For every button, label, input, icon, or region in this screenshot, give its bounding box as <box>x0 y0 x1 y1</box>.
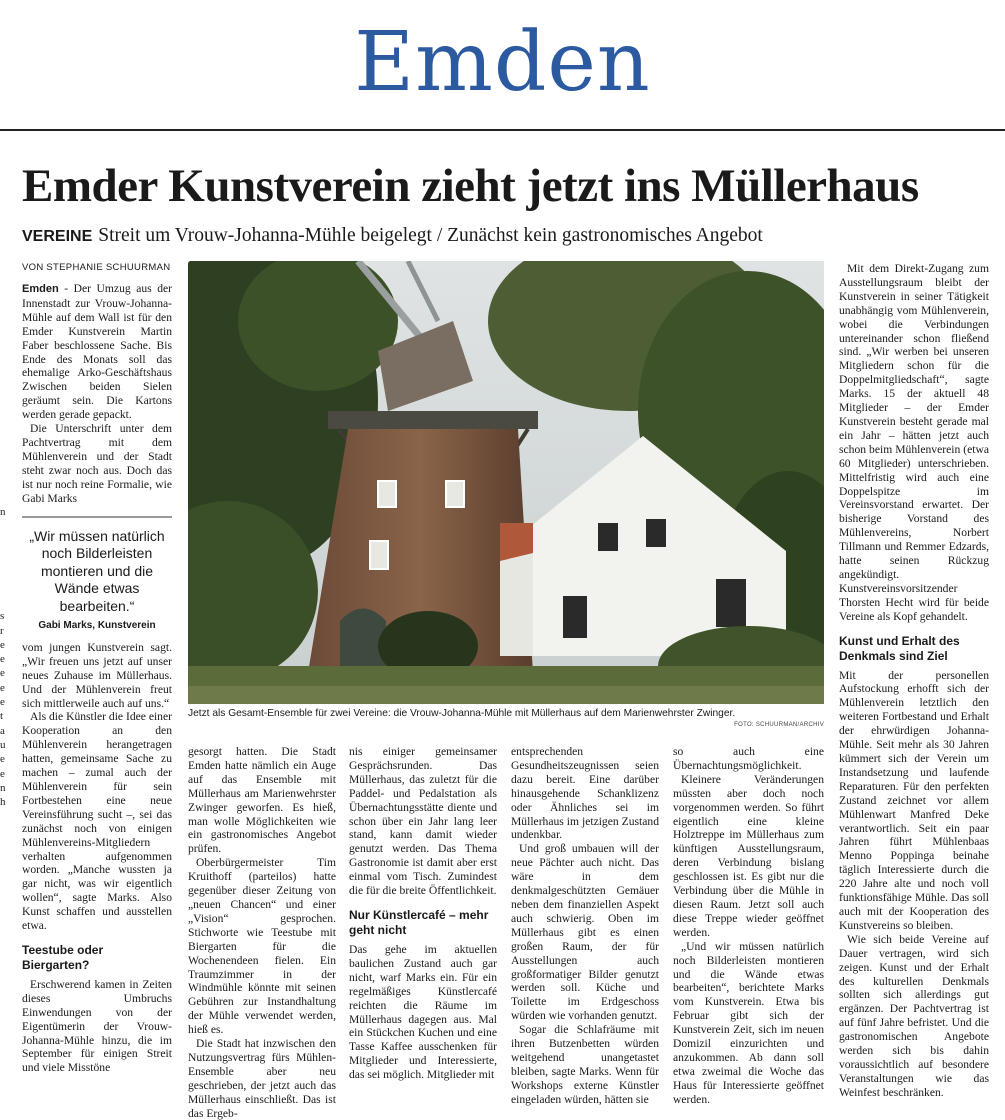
paragraph: Als die Künstler die Idee einer Kooperation an den Mühlenverein herangetragen hatten, gemeinsame Sache zu machen – zumal auch der Mühlenverein für sein Fortbestehen eine neue Vereinsführung sucht –, sei das zunächst noch von einigen Mühlenvereins-Mitgliedern verhalten aufgenommen worden. „Manche wussten ja gar nicht, was wir eigentlich wollen“, sagte Marks. Also Kunst schaffen und ausstellen etwa. <box>22 710 172 933</box>
windmill-photo <box>188 261 824 704</box>
masthead <box>0 0 1005 128</box>
paragraph: Das gehe im aktuellen baulichen Zustand auch gar nicht, warf Marks ein. Für ein regelmäßiges Künstlercafé reichten die Räume im Müllerhaus dagegen aus. Mal ein Stückchen Kuchen und eine Tasse Kaffee ausschenken für Mitglieder und Interessierte, das sei möglich. Mitglieder mit <box>349 942 497 1082</box>
paragraph: entsprechenden Gesundheitszeugnissen seien dazu bereit. Eine darüber hinausgehende Schanklizenz oder Ähnliches sei im Müllerhaus im jetzigen Zustand undenkbar. <box>511 745 659 842</box>
pull-quote-text: „Wir müssen natürlich noch Bilderleisten montieren und die Wände etwas bearbeiten.“ <box>29 527 165 614</box>
subline-tag: VEREINE <box>22 228 93 245</box>
paragraph: Mit der personellen Aufstockung erhofft sich der Mühlenverein letztlich den weiteren Fortbestand und Erhalt der ehrwürdigen Johanna-Mühle. Seit mehr als 30 Jahren kümmert sich der Verein um Instandsetzung und laufende Reparaturen. Für den perfekten Zustand zeichnet vor allem Mühlenwart Manfred Deke verantwortlich. Seit ein paar Jahren führt Mühlenbaas Menno Poppinga beinahe täglich Interessierte durch die 220 Jahre alte und noch voll funktionsfähige Mühle. Das soll auch mit der Kooperation des Kunstvereins so bleiben. <box>839 668 989 932</box>
subline-text: Streit um Vrouw-Johanna-Mühle beigelegt / Zunächst kein gastronomisches Angebot <box>98 225 763 246</box>
paragraph: Wie sich beide Vereine auf Dauer vertragen, wird sich zeigen. Kunst und der Erhalt des kulturellen Denkmals sollten sich allerdings gut ergänzen. Der Pachtvertrag ist auf fünf Jahre befristet. Und die gastronomischen Angebote werden sich bis dahin voraussichtlich auf besondere Veranstaltungen wie das Weinfest beschränken. <box>839 932 989 1099</box>
paragraph: „Und wir müssen natürlich noch Bilderleisten montieren und die Wände etwas bearbeiten“, berichtete Marks vom Kunstverein. Etwa bis Februar gibt sich der Kunstverein Zeit, sich im neuen Domizil einzurichten und anzukommen. Ab dann soll etwa zweimal die Woche das Haus für Interessierte geöffnet werden. <box>673 939 824 1106</box>
subheading: Teestube oder Biergarten? <box>22 942 104 972</box>
pull-quote <box>22 516 172 633</box>
paragraph: Und groß umbauen will der neue Pächter auch nicht. Das wäre in dem denkmalgeschützten Gemäuer neben dem finanziellen Aspekt auch schwierig. Oben im Müllerhaus gibt es einen großen Raum, der für Ausstellungen auch großformatiger Bilder genutzt werden soll. Küche und Toilette im Erdgeschoss würden wie vorhanden genutzt. <box>511 842 659 1023</box>
paragraph: nis einiger gemeinsamer Gesprächsrunden. Das Müllerhaus, das zuletzt für die Paddel- und Pedalstation als Übernachtungsstätte diente und schon über ein Jahr lang leer stand, kann damit wieder genutzt werden. Das Thema Gastronomie ist damit aber erst einmal vom Tisch. Zumindest die für die breite Öffentlichkeit. <box>349 745 497 898</box>
photo-credit: FOTO: SCHUURMAN/ARCHIV <box>734 722 824 728</box>
paragraph: so auch eine Übernachtungsmöglichkeit. <box>673 745 824 772</box>
masthead-title: Emden <box>354 15 651 110</box>
article-headline: Emder Kunstverein zieht jetzt ins Müllerhaus <box>22 160 919 212</box>
neighbor-article-edge: n s r e e e e e t a u e e n h <box>0 506 6 809</box>
byline: VON STEPHANIE SCHUURMAN <box>22 262 171 273</box>
article-column-5 <box>673 745 824 1107</box>
paragraph: Oberbürgermeister Tim Kruithoff (parteilos) hatte gegenüber dieser Zeitung von „neuen Chancen“ und einer „Vision“ gesprochen. Stichworte wie Teestube mit Biergarten für die Wochenendeen fielen. Ein Traumzimmer in der Windmühle könnte mit seinen Gebühren zur Instandhaltung der Mühle verwendet werden, hieß es. <box>188 856 336 1037</box>
paragraph: Die Unterschrift unter dem Pachtvertrag mit dem Mühlenverein und der Stadt steht zwar noch aus. Doch das ist nur noch reine Formalie, wie Gabi Marks <box>22 422 172 505</box>
article-column-2 <box>188 745 336 1120</box>
article-subline <box>22 222 997 251</box>
paragraph: Emden - Der Umzug aus der Innenstadt zur Vrouw-Johanna-Mühle auf dem Wall ist für den Emder Kunstverein Martin Faber beschlossene Sache. Bis Ende des Monats soll das ehemalige Arko-Geschäftshaus Zwischen beiden Sielen geräumt sein. Die Kartons werden gerade gepackt. <box>22 282 172 422</box>
paragraph: Erschwerend kamen in Zeiten dieses Umbruchs Einwendungen von der Eigentümerin der Vrouw-Johanna-Mühle hinzu, die im September für einigen Streit und viele Misstöne <box>22 977 172 1075</box>
article-photo <box>188 261 824 704</box>
paragraph: vom jungen Kunstverein sagt. „Wir freuen uns jetzt auf unser neues Zuhause im Müllerhaus. Und der Mühlenverein freut sich mittlerweile auch auf uns.“ <box>22 640 172 710</box>
subheading: Nur Künstlercafé – mehr geht nicht <box>349 907 489 937</box>
paragraph: gesorgt hatten. Die Stadt Emden hatte nämlich ein Auge auf das Ensemble mit Müllerhaus am Marienwehrster Zwinger geworfen. Es hieß, man wolle Möglichkeiten wie ein gastronomisches Angebot prüfen. <box>188 745 336 856</box>
paragraph: Sogar die Schlafräume mit ihren Butzenbetten würden weitgehend unangetastet bleiben, sagte Marks. Wenn für Workshops externe Künstler eingeladen würden, hätten sie <box>511 1023 659 1106</box>
article-column-6 <box>839 262 989 1100</box>
paragraph: Kleinere Veränderungen müssten aber doch noch vorgenommen werden. So führt eigentlich eine kleine Holztreppe im Müllerhaus zum künftigen Ausstellungsraum, deren Verbindung bislang geschlossen ist. Es gibt nur die Verbindung über die Mühle in diesen Raum. Jetzt soll auch diese Treppe wieder geöffnet werden. <box>673 772 824 939</box>
article-column-4 <box>511 745 659 1107</box>
paragraph: Mit dem Direkt-Zugang zum Ausstellungsraum bleibt der Kunstverein in seiner Tätigkeit unabhängig vom Mühlenverein, wobei die Verbindungen untereinander schon fließend sind. „Wir werben bei unseren Mitgliedern schon für die Doppelmitgliedschaft“, sagte Marks. 15 der aktuell 48 Mitglieder – der Emder Kunstverein besteht gerade mal ein Jahr – hätten jetzt auch schon beim Mühlenverein (etwa 60 Mitglieder) unterschrieben. Mittelfristig wird auch eine Doppelspitze im Vereinsvorstand erwartet. Der bisherige Vorstand des Mühlenvereins, Norbert Tillmann und Remmer Edzards, hatte seinen Rückzug angekündigt. Kunstvereinsvorsitzender Thorsten Hecht wird für beide Vereine als Kopf gehandelt. <box>839 262 989 623</box>
paragraph: Die Stadt hat inzwischen den Nutzungsvertrag fürs Mühlen-Ensemble aber neu geschrieben, der jetzt auch das Müllerhaus einschließt. Das ist das Ergeb- <box>188 1037 336 1120</box>
dateline: Emden <box>22 283 59 295</box>
pull-quote-author: Gabi Marks, Kunstverein <box>38 620 156 631</box>
subheading: Kunst und Erhalt des Denkmals sind Ziel <box>839 633 960 663</box>
masthead-rule <box>0 129 1005 131</box>
article-column-3 <box>349 745 497 1082</box>
photo-caption: Jetzt als Gesamt-Ensemble für zwei Vereine: die Vrouw-Johanna-Mühle mit Müllerhaus auf dem Marienwehrster Zwinger. <box>188 708 736 719</box>
article-column-1 <box>22 262 172 1075</box>
